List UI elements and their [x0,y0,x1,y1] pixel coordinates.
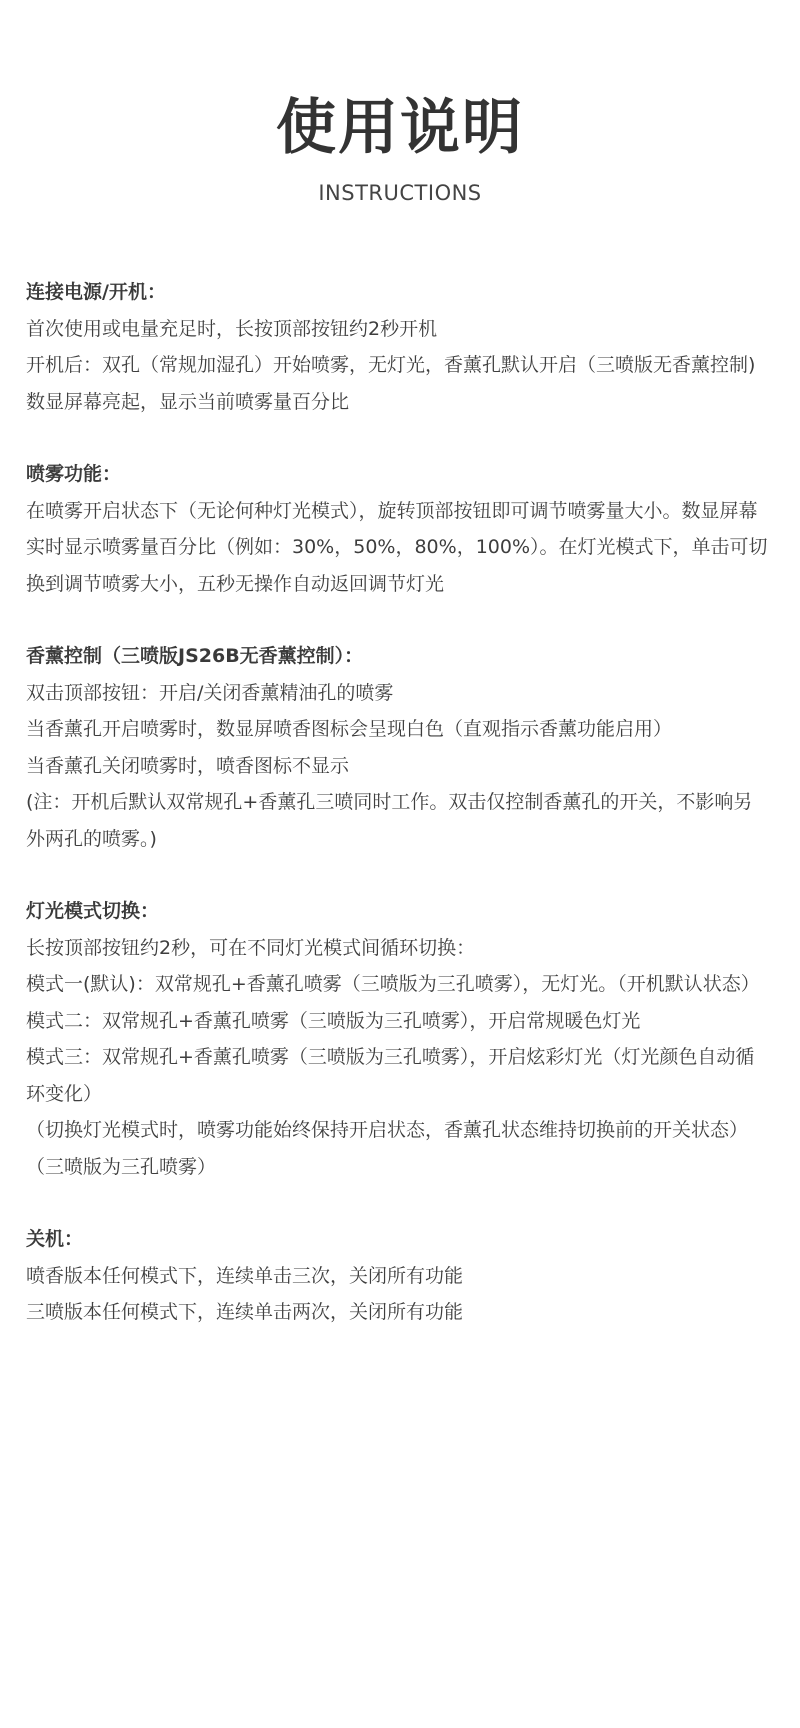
instruction-line: 在喷雾开启状态下（无论何种灯光模式），旋转顶部按钮即可调节喷雾量大小。数显屏幕实时显示喷雾量百分比（例如：30%，50%，80%，100%）。在灯光模式下，单击可切换到调节喷雾大小，五秒无操作自动返回调节灯光 [26,499,768,595]
instruction-line: 模式三：双常规孔+香薰孔喷雾（三喷版为三孔喷雾），开启炫彩灯光（灯光颜色自动循环变化） [26,1046,755,1105]
instruction-line: 长按顶部按钮约2秒，可在不同灯光模式间循环切换： [26,936,476,959]
section-heading: 灯光模式切换： [26,900,160,922]
instructions-content [26,274,768,1367]
section-heading: 关机： [26,1228,84,1250]
section-power-off [26,1221,768,1331]
page-subtitle: INSTRUCTIONS [318,181,482,205]
instruction-line: 喷香版本任何模式下，连续单击三次，关闭所有功能 [26,1264,464,1287]
section-heading: 连接电源/开机： [26,281,166,303]
instruction-line: 开机后：双孔（常规加湿孔）开始喷雾，无灯光，香薰孔默认开启（三喷版无香薰控制) [26,354,756,376]
instruction-line: 模式一(默认)：双常规孔+香薰孔喷雾（三喷版为三孔喷雾），无灯光。（开机默认状态） [26,973,760,995]
instruction-line: 双击顶部按钮：开启/关闭香薰精油孔的喷雾 [26,681,394,704]
section-aroma-control [26,638,768,857]
instruction-line: 模式二：双常规孔+香薰孔喷雾（三喷版为三孔喷雾），开启常规暖色灯光 [26,1009,641,1032]
section-light-mode [26,893,768,1185]
section-spray-function [26,456,768,602]
instruction-line: (注：开机后默认双常规孔+香薰孔三喷同时工作。双击仅控制香薰孔的开关，不影响另外两孔的喷雾。) [26,791,753,850]
instruction-line: 当香薰孔开启喷雾时，数显屏喷香图标会呈现白色（直观指示香薰功能启用） [26,718,673,740]
instruction-line: 首次使用或电量充足时，长按顶部按钮约2秒开机 [26,317,438,340]
section-power-on [26,274,768,420]
page-title: 使用说明 [276,93,524,163]
instruction-line: 三喷版本任何模式下，连续单击两次，关闭所有功能 [26,1301,464,1323]
instruction-line: （切换灯光模式时，喷雾功能始终保持开启状态，香薰孔状态维持切换前的开关状态）（三喷版为三孔喷雾） [26,1119,749,1178]
instruction-line: 当香薰孔关闭喷雾时，喷香图标不显示 [26,754,350,777]
instruction-line: 数显屏幕亮起，显示当前喷雾量百分比 [26,390,350,413]
section-heading: 喷雾功能： [26,463,122,485]
section-heading: 香薰控制（三喷版JS26B无香薰控制）： [26,645,364,667]
